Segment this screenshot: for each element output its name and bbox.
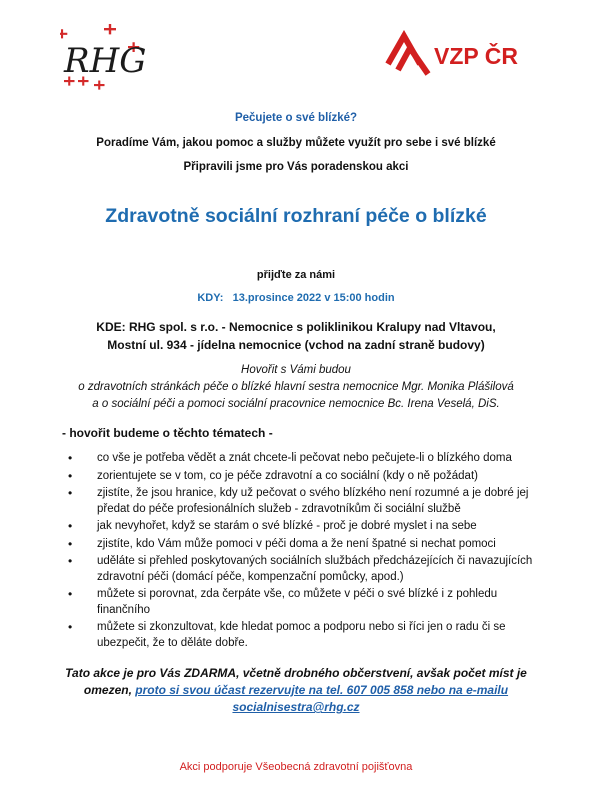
list-item: • můžete si zkonzultovat, kde hledat pomoc a podporu nebo si říci jen o radu či se ubezpečit, že to děláte dobře. bbox=[66, 620, 536, 651]
vzp-logo-text: VZP ČR bbox=[434, 43, 518, 69]
location-line-1: KDE: RHG spol. s r.o. - Nemocnice s poliklinikou Kralupy nad Vltavou, bbox=[96, 320, 496, 334]
intro-line-1: Hovořit s Vámi budou bbox=[241, 364, 351, 376]
topics-heading: - hovořit budeme o těchto tématech - bbox=[62, 426, 273, 440]
free-line-2 bbox=[0, 682, 592, 699]
event-location bbox=[0, 318, 592, 354]
vzp-logo bbox=[384, 30, 534, 80]
lead-line-3: Připravili jsme pro Vás poradenskou akci bbox=[183, 161, 409, 173]
free-line-3 bbox=[0, 699, 592, 716]
free-event-note bbox=[0, 665, 592, 716]
speakers-intro bbox=[0, 362, 592, 413]
email-link[interactable]: socialnisestra@rhg.cz bbox=[232, 700, 360, 714]
sponsor-note: Akci podporuje Všeobecná zdravotní pojišťovna bbox=[179, 761, 413, 773]
lead-line-2: Poradíme Vám, jakou pomoc a služby můžete využít pro sebe i své blízké bbox=[96, 137, 496, 149]
page-title: Zdravotně sociální rozhraní péče o blízké bbox=[105, 205, 487, 227]
lead-question: Pečujete o své blízké? bbox=[234, 112, 358, 124]
intro-line-2: o zdravotních stránkách péče o blízké hlavní sestra nemocnice Mgr. Monika Plášilová bbox=[78, 381, 514, 393]
intro-line-3: a o sociální péči a pomoci sociální pracovnice nemocnice Bc. Irena Veselá, DiS. bbox=[92, 398, 500, 410]
list-item: • co vše je potřeba vědět a znát chcete-li pečovat nebo pečujete-li o blízkého doma bbox=[66, 451, 536, 467]
list-item: • můžete si porovnat, zda čerpáte vše, co můžete v péči o své blízké i z pohledu finančního bbox=[66, 587, 536, 618]
list-item: • jak nevyhořet, když se starám o své blízké - proč je dobré myslet i na sebe bbox=[66, 519, 536, 535]
topics-list bbox=[66, 451, 536, 653]
reservation-link[interactable]: proto si svou účast rezervujte na tel. 607 005 858 nebo na e-mailu bbox=[135, 683, 509, 697]
free-line-2-prefix: omezen, bbox=[83, 683, 136, 697]
invite-text: přijďte za námi bbox=[256, 269, 336, 281]
list-item: • zjistíte, kdo Vám může pomoci v péči doma a že není špatné si nechat pomoci bbox=[66, 537, 536, 553]
list-item: • uděláte si přehled poskytovaných sociálních službách předcházejících či navazujících zdravotní péči (domácí péče, kompenzační pomůcky, apod.) bbox=[66, 554, 536, 585]
location-line-2: Mostní ul. 934 - jídelna nemocnice (vchod na zadní straně budovy) bbox=[107, 338, 485, 352]
list-item: • zorientujete se v tom, co je péče zdravotní a co sociální (kdy o ně požádat) bbox=[66, 469, 536, 485]
list-item: • zjistíte, že jsou hranice, kdy už pečovat o svého blízkého není rozumné a je dobré jej předat do péče profesionálních služeb - zdravotníkům či sociální službě bbox=[66, 486, 536, 517]
free-line-1: Tato akce je pro Vás ZDARMA, včetně drobného občerstvení, avšak počet míst je bbox=[65, 666, 527, 680]
event-date: KDY: 13.prosince 2022 v 15:00 hodin bbox=[197, 292, 395, 304]
rhg-logo bbox=[60, 22, 145, 94]
rhg-logo-text: RHG bbox=[64, 41, 145, 81]
